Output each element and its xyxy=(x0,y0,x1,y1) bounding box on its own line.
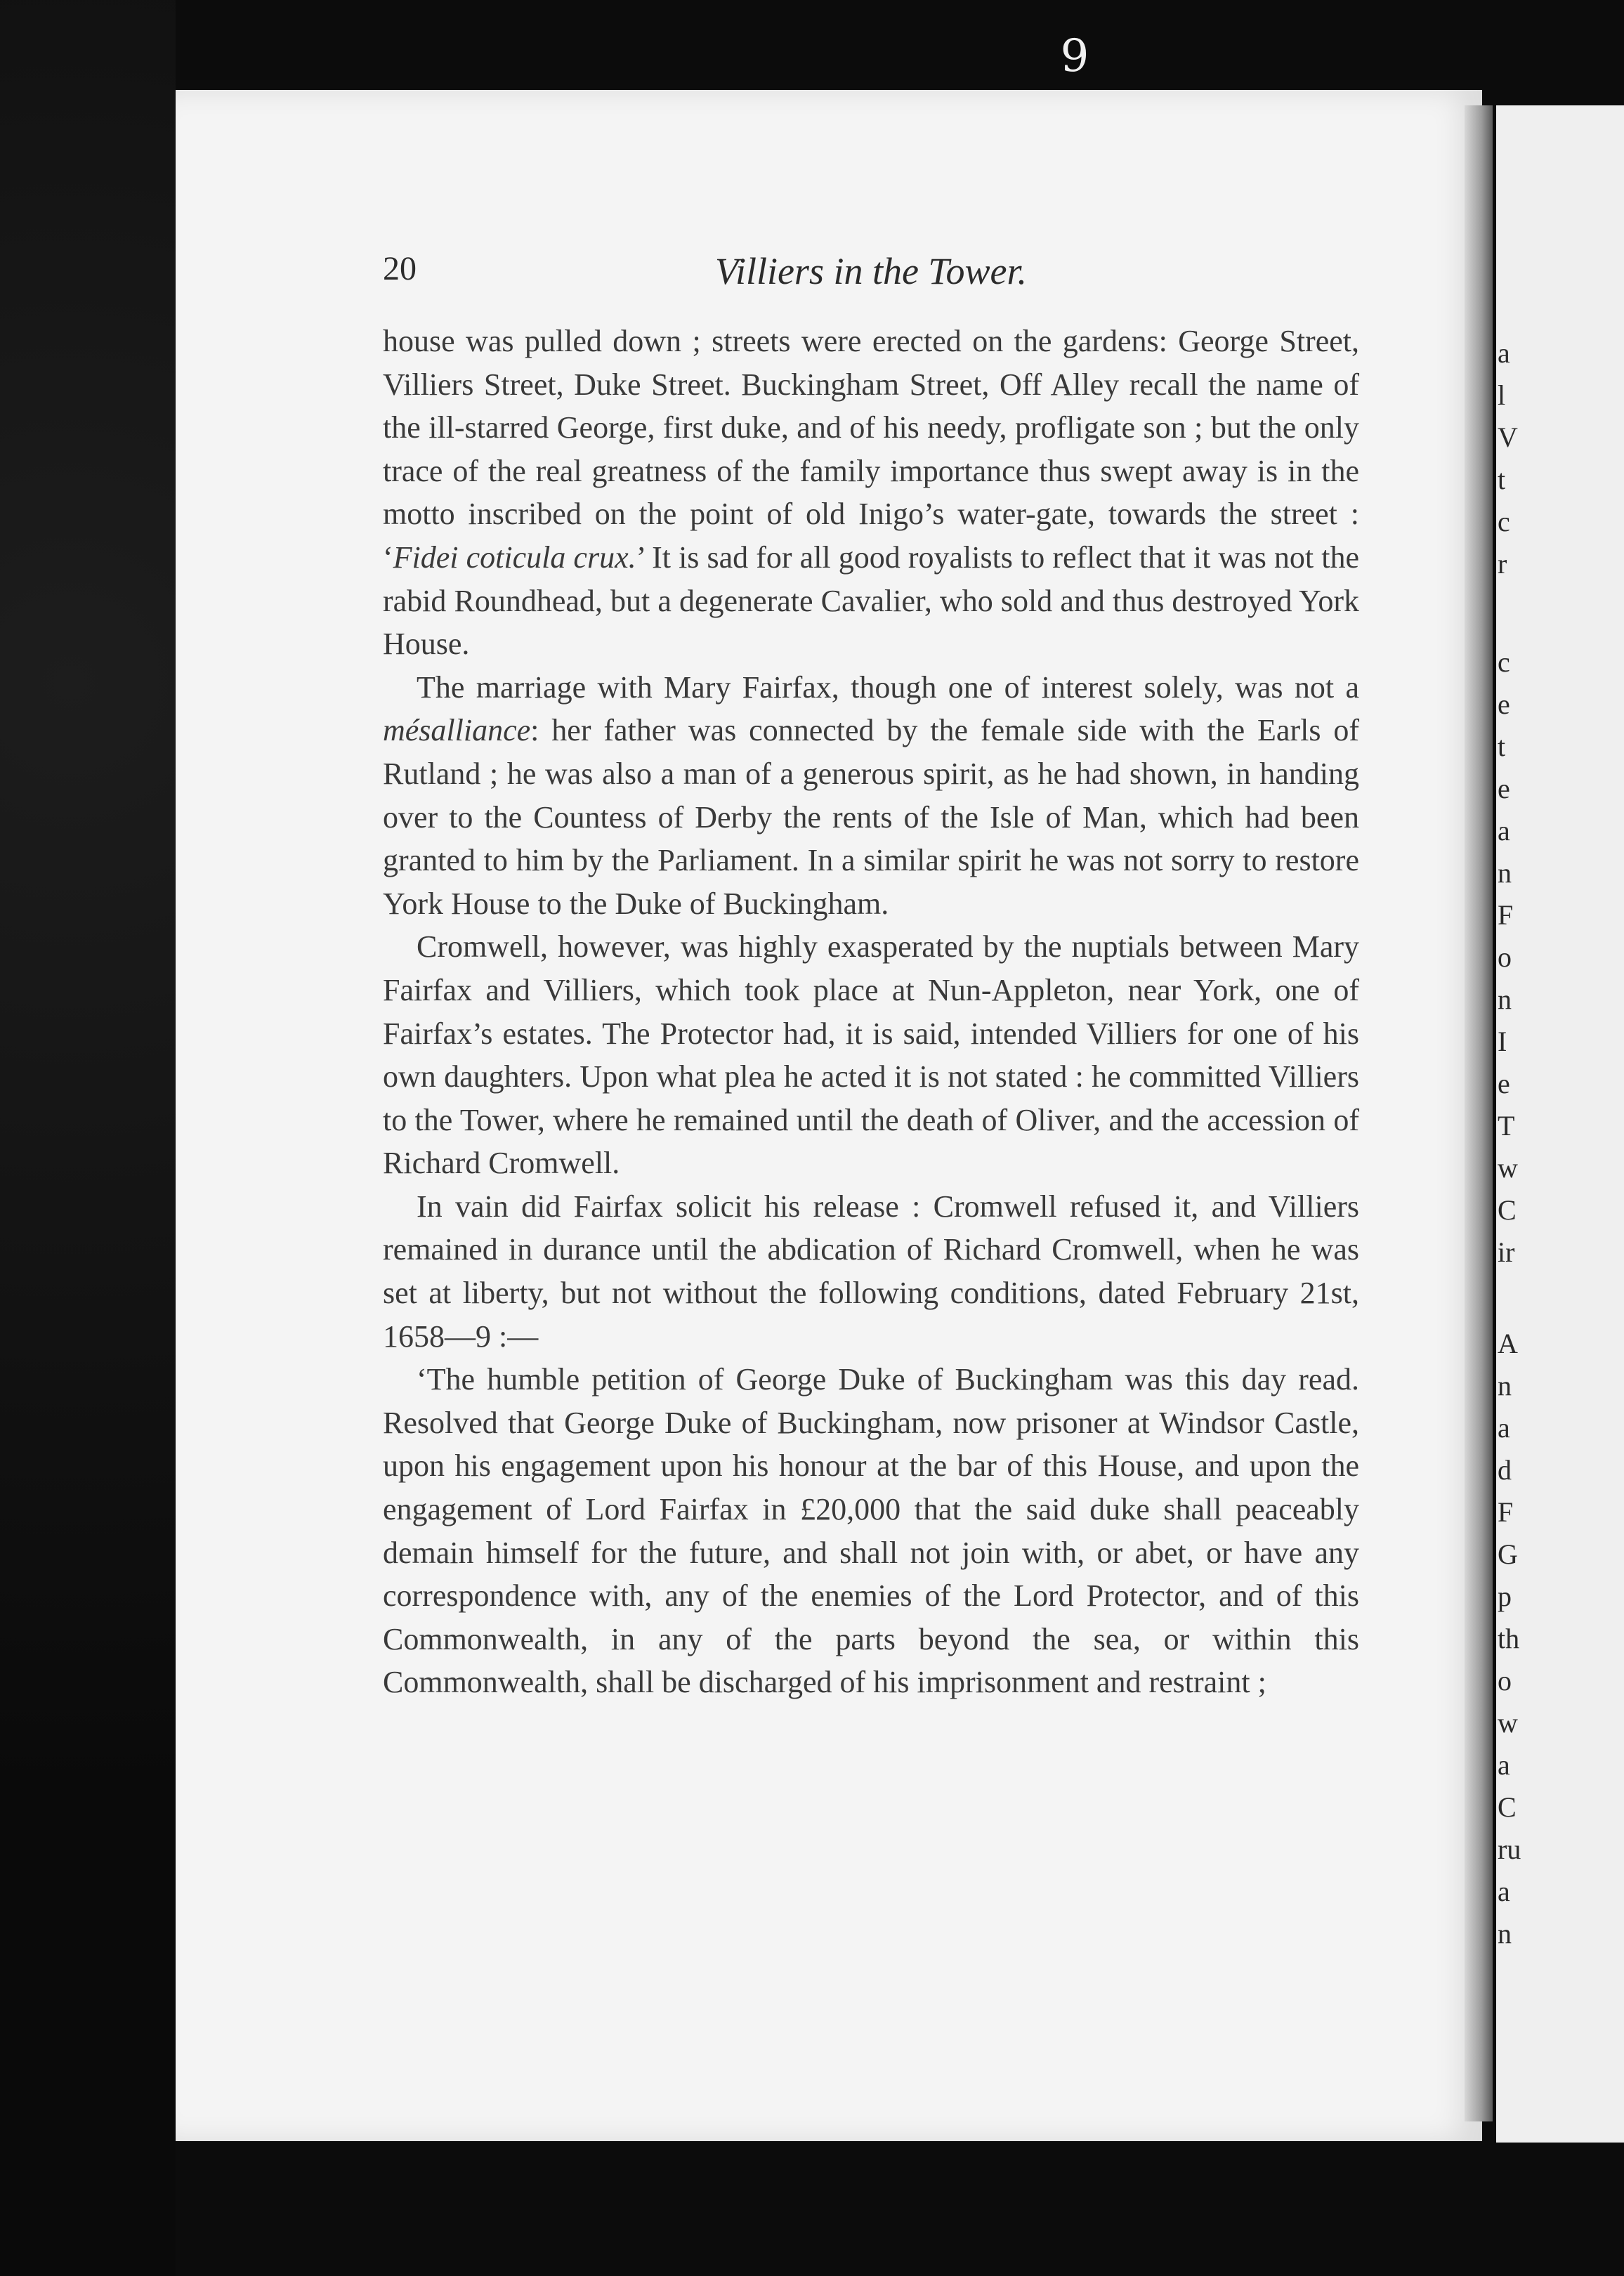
facing-fragment: F xyxy=(1498,1496,1514,1528)
facing-fragment: a xyxy=(1498,815,1510,846)
facing-fragment: V xyxy=(1498,421,1518,453)
facing-fragment: e xyxy=(1498,688,1510,720)
facing-fragment: w xyxy=(1498,1707,1518,1739)
facing-fragment: r xyxy=(1498,548,1507,580)
facing-fragment: l xyxy=(1498,379,1506,411)
facing-fragment: o xyxy=(1498,1665,1512,1696)
paragraph: Cromwell, however, was highly exasperated by the nuptials between Mary Fairfax and Villiers, which took place at Nun-Appleton, near York, one of Fairfax’s estates. The Protector had, it is said, intended Villiers for one of his own daughters. Upon what plea he acted it is not stated : he committed Villiers to the Tower, where he remained until the death of Oliver, and the accession of Richard Cromwell. xyxy=(383,929,1359,1181)
facing-fragment: n xyxy=(1498,1370,1512,1401)
paragraph: The marriage with Mary Fairfax, though one of interest solely, was not a mésalliance: her father was connected by the female side with the Earls of Rutland ; he was also a man of a generous spirit, as he had shown, in handing over to the Countess of Derby the rents of the Isle of Man, which had been granted to him by the Parliament. In a similar spirit he was not sorry to restore York House to the Duke of Buckingham. xyxy=(383,669,1359,921)
facing-fragment: C xyxy=(1498,1194,1517,1226)
facing-fragment: n xyxy=(1498,857,1512,889)
facing-fragment: t xyxy=(1498,464,1506,495)
paragraph: ‘The humble petition of George Duke of Buckingham was this day read. Resolved that George Duke of Buckingham, now prisoner at Windsor Castle, upon his engagement upon his honour at the bar of this House, and upon the engagement of Lord Fairfax in £20,000 that the said duke shall peaceably demain himself for the future, and shall not join with, or abet, or have any correspondence with, any of the enemies of the Lord Protector, and of this Commonwealth, in any of the parts beyond the sea, or within this Commonwealth, shall be discharged of his imprisonment and restraint ; xyxy=(383,1362,1359,1700)
facing-fragment: o xyxy=(1498,941,1512,973)
facing-fragment: w xyxy=(1498,1152,1518,1184)
facing-fragment: a xyxy=(1498,1876,1510,1907)
facing-fragment: n xyxy=(1498,983,1512,1015)
paragraph: In vain did Fairfax solicit his release : Cromwell refused it, and Villiers remained in durance until the abdication of Richard Cromwell, when he was set at liberty, but not without the following conditions, dated February 21st, 1658—9 :— xyxy=(383,1189,1359,1354)
running-title: Villiers in the Tower. xyxy=(714,250,1028,292)
scan-background-left xyxy=(0,0,176,2276)
page-number: 20 xyxy=(383,250,417,287)
facing-fragment: F xyxy=(1498,899,1514,931)
facing-fragment: e xyxy=(1498,773,1510,804)
facing-fragment: I xyxy=(1498,1026,1507,1057)
facing-fragment: a xyxy=(1498,1412,1510,1444)
paragraph: house was pulled down ; streets were erected on the gardens: George Street, Villiers Street, Duke Street. Buckingham Street, Off Alley recall the name of the ill-starred George, first duke, and of his needy, profligate son ; but the only trace of the real greatness of the family importance thus swept away is in the motto inscribed on the point of old Inigo’s water-gate, towards the street : ‘Fidei coticula crux.’ It is sad for all good royalists to reflect that it was not the rabid Roundhead, but a degenerate Cavalier, who sold and thus destroyed York House. xyxy=(383,324,1359,662)
facing-fragment: th xyxy=(1498,1623,1520,1654)
facing-fragment: d xyxy=(1498,1454,1512,1486)
facing-page-edge xyxy=(1496,105,1624,2143)
page-gutter-shadow xyxy=(1465,105,1493,2121)
facing-fragment: ir xyxy=(1498,1236,1515,1268)
facing-fragment: a xyxy=(1498,337,1510,369)
body-text xyxy=(383,320,1359,1704)
facing-fragment: ru xyxy=(1498,1833,1521,1865)
handwritten-margin-mark: 9 xyxy=(1060,30,1089,82)
facing-fragment: e xyxy=(1498,1068,1510,1099)
facing-fragment: T xyxy=(1498,1110,1515,1142)
facing-fragment: n xyxy=(1498,1918,1512,1949)
facing-fragment: c xyxy=(1498,506,1510,537)
facing-fragment: G xyxy=(1498,1538,1518,1570)
facing-fragment: c xyxy=(1498,646,1510,678)
facing-fragment: t xyxy=(1498,731,1506,762)
facing-fragment: a xyxy=(1498,1749,1510,1781)
facing-fragment: p xyxy=(1498,1581,1512,1612)
facing-fragment: C xyxy=(1498,1791,1517,1823)
facing-fragment: A xyxy=(1498,1328,1518,1359)
running-head xyxy=(383,249,1359,299)
